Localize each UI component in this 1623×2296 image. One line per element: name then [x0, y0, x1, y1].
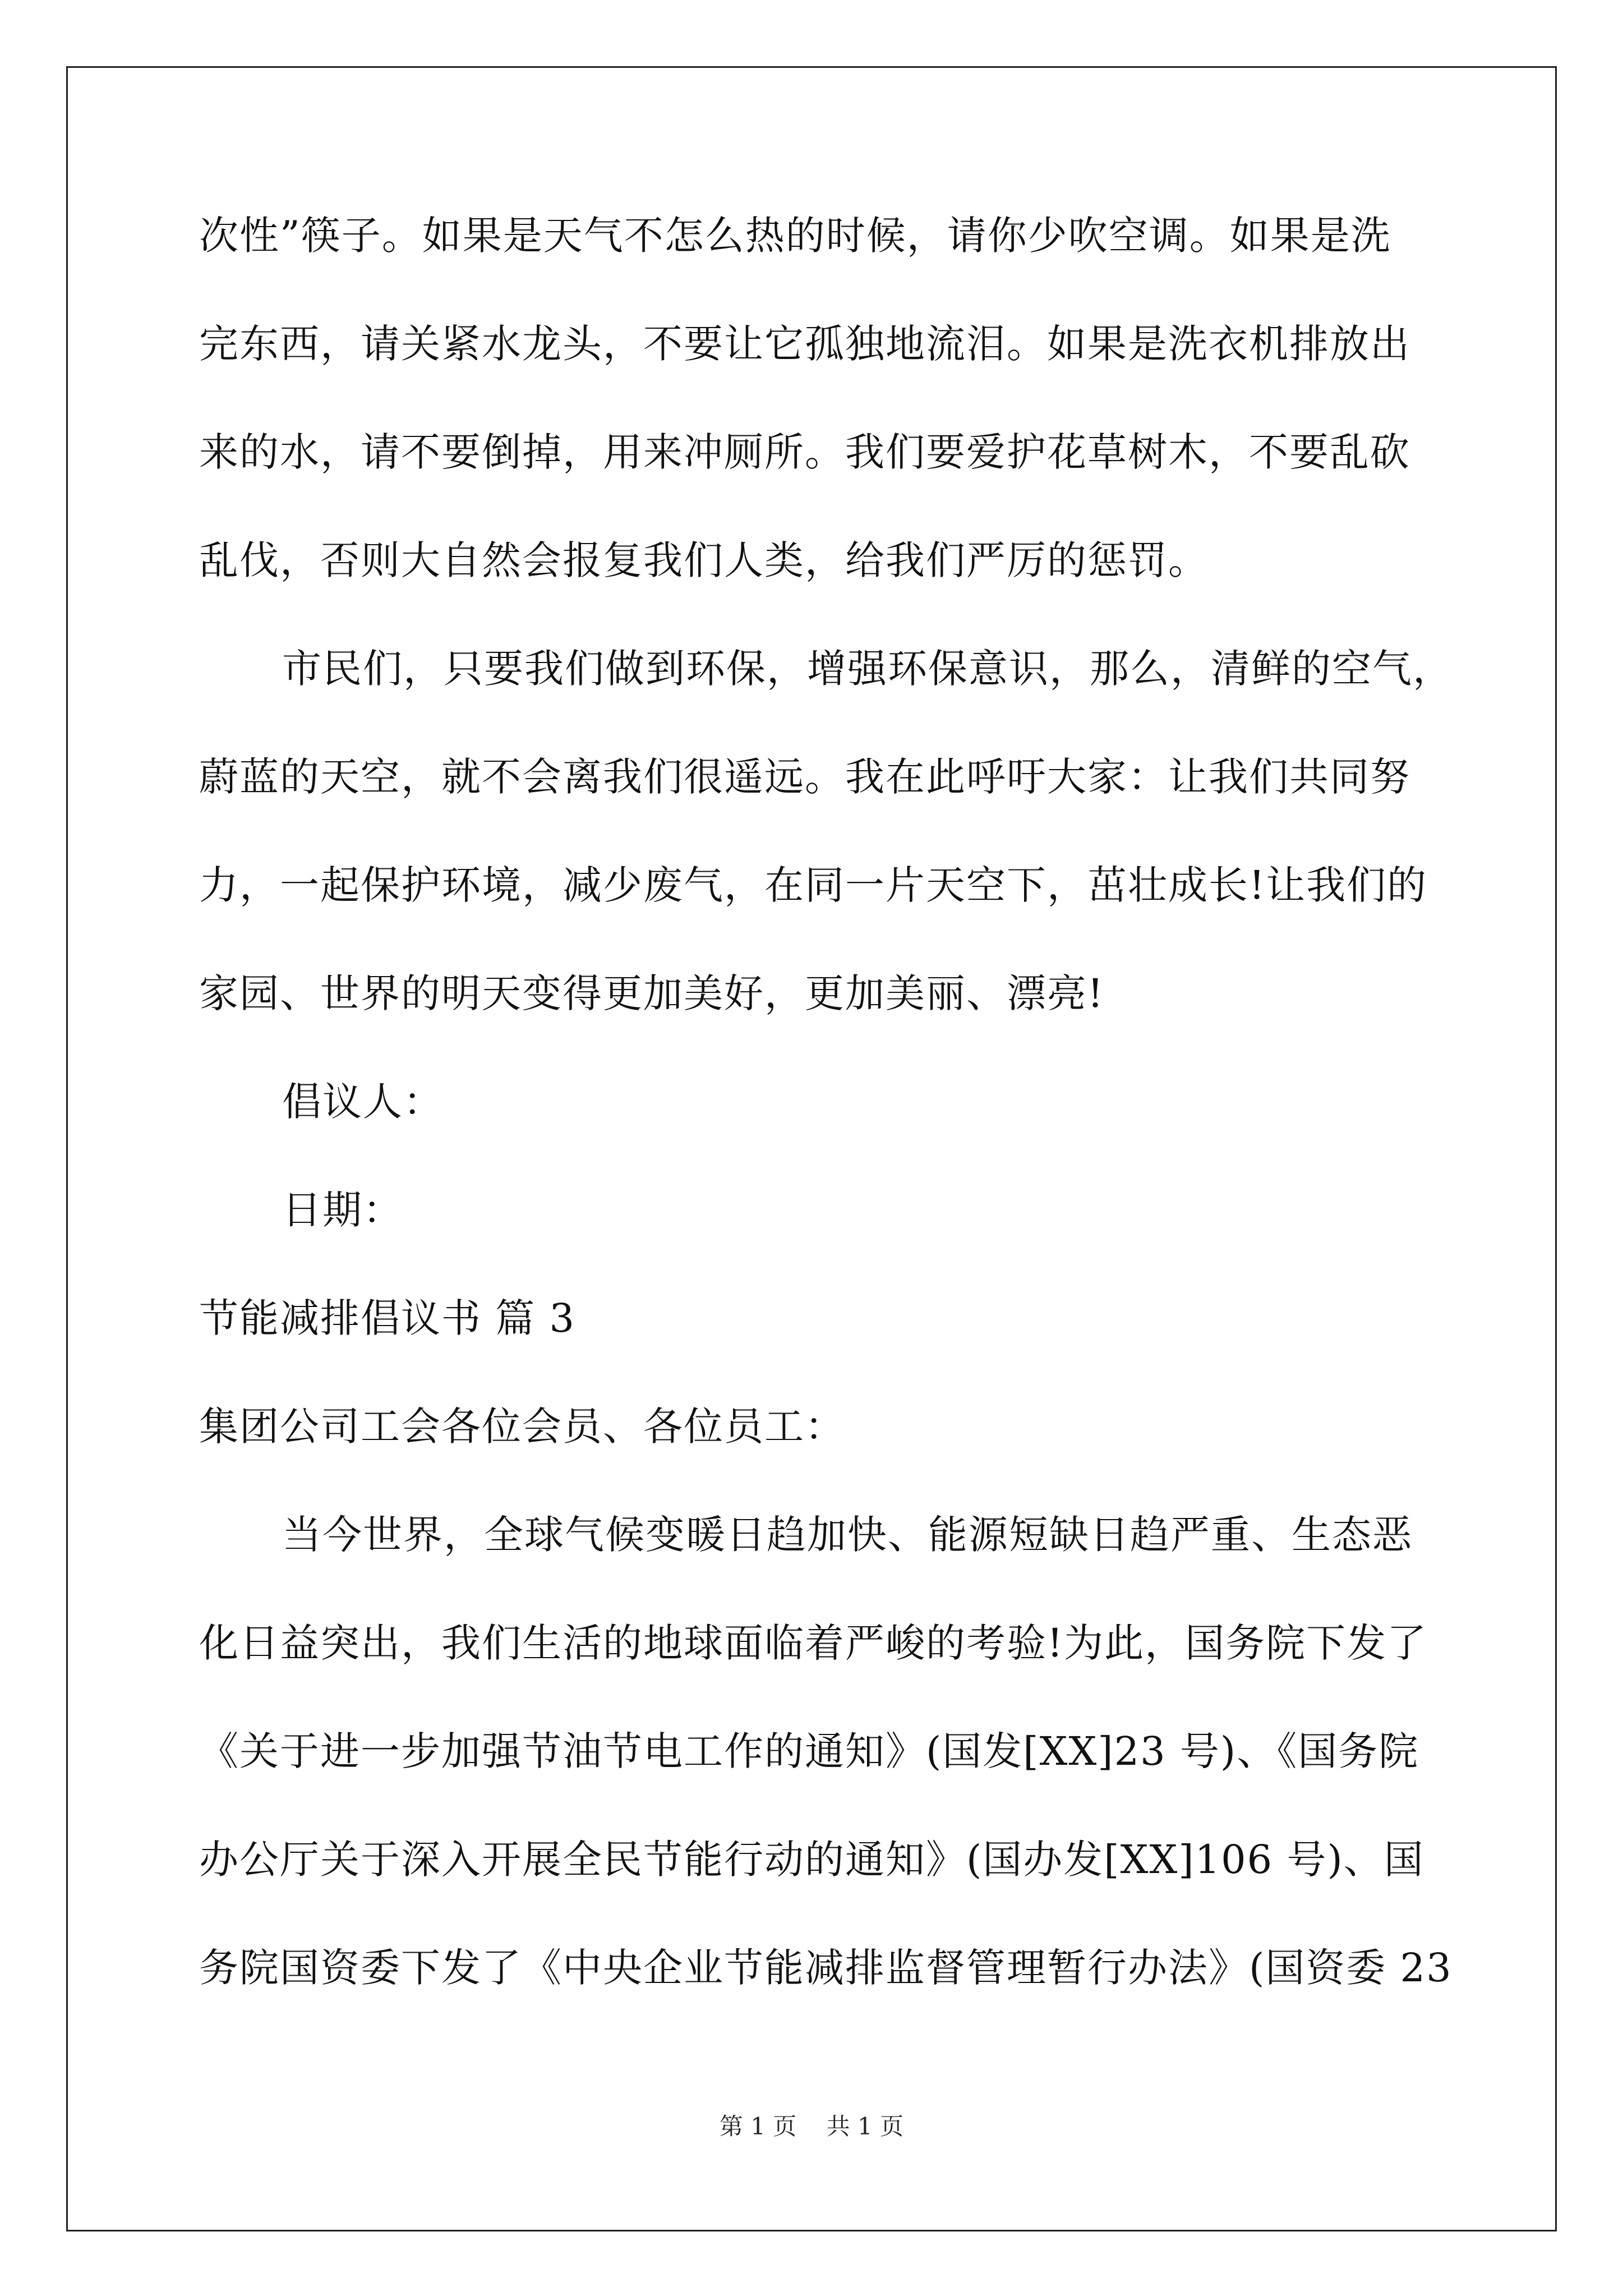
page-footer [0, 2108, 1623, 2142]
section-heading: 节能减排倡议书 篇 3 [199, 1295, 576, 1341]
page-number-current: 第 1 页 [719, 2113, 797, 2140]
page-number-total: 共 1 页 [826, 2113, 904, 2140]
text-line-14: 化日益突出，我们生活的地球面临着严峻的考验!为此，国务院下发了 [199, 1620, 1428, 1666]
text-line-15: 《关于进一步加强节油节电工作的通知》(国发[XX]23 号)、《国务院 [199, 1728, 1419, 1774]
document-body [199, 208, 1453, 2048]
text-line-13: 当今世界，全球气候变暖日趋加快、能源短缺日趋严重、生态恶 [282, 1512, 1413, 1558]
text-line-7: 力，一起保护环境，减少废气，在同一片天空下，茁壮成长!让我们的 [199, 862, 1428, 908]
text-line-3: 来的水，请不要倒掉，用来冲厕所。我们要爱护花草树木，不要乱砍 [199, 429, 1410, 475]
proposer-label: 倡议人： [282, 1079, 444, 1125]
text-line-6: 蔚蓝的天空，就不会离我们很遥远。我在此呼吁大家：让我们共同努 [199, 754, 1410, 800]
text-line-2: 完东西，请关紧水龙头，不要让它孤独地流泪。如果是洗衣机排放出 [199, 321, 1410, 367]
text-line-1: 次性”筷子。如果是天气不怎么热的时候，请你少吹空调。如果是洗 [199, 213, 1391, 259]
salutation: 集团公司工会各位会员、各位员工： [199, 1404, 845, 1450]
text-line-16: 办公厅关于深入开展全民节能行动的通知》(国办发[XX]106 号)、国 [199, 1837, 1424, 1883]
text-line-17: 务院国资委下发了《中央企业节能减排监督管理暂行办法》(国资委 23 [199, 1945, 1453, 1991]
text-line-4: 乱伐，否则大自然会报复我们人类，给我们严厉的惩罚。 [199, 537, 1209, 583]
text-line-8: 家园、世界的明天变得更加美好，更加美丽、漂亮! [199, 970, 1105, 1016]
date-label: 日期： [282, 1187, 403, 1233]
text-line-5: 市民们，只要我们做到环保，增强环保意识，那么，清鲜的空气， [282, 646, 1453, 692]
